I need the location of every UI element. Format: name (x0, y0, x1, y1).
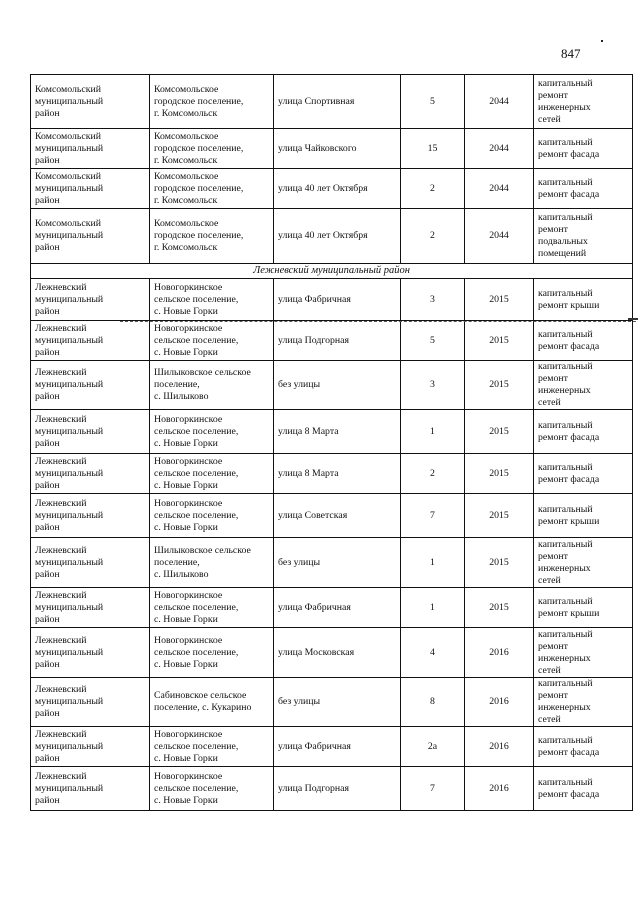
table-row (31, 410, 633, 454)
table-row (31, 75, 633, 129)
year-cell: 2044 (465, 129, 534, 169)
house-number-cell: 8 (401, 678, 465, 727)
work-type-cell: капитальный ремонт фасада (534, 454, 633, 494)
street-cell: без улицы (274, 678, 401, 727)
settlement-cell: Новогоркинское сельское поселение, с. Новые Горки (150, 767, 274, 811)
district-cell: Лежневский муниципальный район (31, 279, 150, 321)
work-type-cell: капитальный ремонт подвальных помещений (534, 209, 633, 264)
work-type-cell: капитальный ремонт инженерных сетей (534, 678, 633, 727)
district-cell: Лежневский муниципальный район (31, 361, 150, 410)
house-number-cell: 3 (401, 279, 465, 321)
work-type-cell: капитальный ремонт крыши (534, 494, 633, 538)
settlement-cell: Сабиновское сельское поселение, с. Кукарино (150, 678, 274, 727)
work-type-cell: капитальный ремонт фасада (534, 169, 633, 209)
street-cell: улица Подгорная (274, 767, 401, 811)
district-cell: Лежневский муниципальный район (31, 727, 150, 767)
house-number-cell: 2 (401, 209, 465, 264)
district-cell: Лежневский муниципальный район (31, 321, 150, 361)
work-type-cell: капитальный ремонт фасада (534, 129, 633, 169)
street-cell: улица Фабричная (274, 279, 401, 321)
work-type-cell: капитальный ремонт фасада (534, 767, 633, 811)
table-row (31, 588, 633, 628)
page-number: 847 (561, 46, 581, 61)
house-number-cell: 3 (401, 361, 465, 410)
year-cell: 2015 (465, 538, 534, 588)
street-cell: улица Подгорная (274, 321, 401, 361)
district-cell: Лежневский муниципальный район (31, 588, 150, 628)
table-row (31, 727, 633, 767)
house-number-cell: 7 (401, 767, 465, 811)
work-type-cell: капитальный ремонт инженерных сетей (534, 361, 633, 410)
work-type-cell: капитальный ремонт крыши (534, 279, 633, 321)
year-cell: 2015 (465, 494, 534, 538)
year-cell: 2044 (465, 75, 534, 129)
settlement-cell: Комсомольское городское поселение, г. Комсомольск (150, 75, 274, 129)
work-type-cell: капитальный ремонт инженерных сетей (534, 75, 633, 129)
work-type-cell: капитальный ремонт фасада (534, 321, 633, 361)
work-type-cell: капитальный ремонт инженерных сетей (534, 538, 633, 588)
district-cell: Комсомольский муниципальный район (31, 169, 150, 209)
table-row (31, 169, 633, 209)
table-row (31, 209, 633, 264)
settlement-cell: Новогоркинское сельское поселение, с. Новые Горки (150, 727, 274, 767)
work-type-cell: капитальный ремонт инженерных сетей (534, 628, 633, 678)
year-cell: 2015 (465, 454, 534, 494)
scan-artifact-line (120, 321, 636, 322)
house-number-cell: 4 (401, 628, 465, 678)
street-cell: улица Советская (274, 494, 401, 538)
district-cell: Лежневский муниципальный район (31, 454, 150, 494)
settlement-cell: Комсомольское городское поселение, г. Комсомольск (150, 129, 274, 169)
register-body (31, 75, 633, 811)
house-number-cell: 15 (401, 129, 465, 169)
table-row (31, 279, 633, 321)
table-row (31, 321, 633, 361)
section-header-row (31, 264, 633, 279)
street-cell: без улицы (274, 538, 401, 588)
house-number-cell: 1 (401, 410, 465, 454)
settlement-cell: Новогоркинское сельское поселение, с. Новые Горки (150, 628, 274, 678)
settlement-cell: Новогоркинское сельское поселение, с. Новые Горки (150, 454, 274, 494)
street-cell: улица Чайковского (274, 129, 401, 169)
house-number-cell: 7 (401, 494, 465, 538)
street-cell: улица Фабричная (274, 588, 401, 628)
year-cell: 2044 (465, 169, 534, 209)
settlement-cell: Новогоркинское сельское поселение, с. Новые Горки (150, 494, 274, 538)
district-cell: Лежневский муниципальный район (31, 494, 150, 538)
year-cell: 2015 (465, 279, 534, 321)
street-cell: улица 8 Марта (274, 454, 401, 494)
street-cell: улица 40 лет Октября (274, 169, 401, 209)
scan-artifact-tick (628, 318, 638, 320)
settlement-cell: Комсомольское городское поселение, г. Комсомольск (150, 209, 274, 264)
settlement-cell: Шилыковское сельское поселение, с. Шилыково (150, 361, 274, 410)
district-cell: Комсомольский муниципальный район (31, 209, 150, 264)
work-type-cell: капитальный ремонт фасада (534, 410, 633, 454)
street-cell: улица Фабричная (274, 727, 401, 767)
table-row (31, 494, 633, 538)
settlement-cell: Комсомольское городское поселение, г. Комсомольск (150, 169, 274, 209)
house-number-cell: 2а (401, 727, 465, 767)
district-cell: Лежневский муниципальный район (31, 538, 150, 588)
year-cell: 2015 (465, 321, 534, 361)
table-row (31, 628, 633, 678)
house-number-cell: 1 (401, 538, 465, 588)
year-cell: 2015 (465, 361, 534, 410)
house-number-cell: 2 (401, 454, 465, 494)
street-cell: улица Московская (274, 628, 401, 678)
scan-artifact-dot (601, 40, 603, 42)
table-row (31, 454, 633, 494)
year-cell: 2016 (465, 628, 534, 678)
table-row (31, 538, 633, 588)
house-number-cell: 5 (401, 75, 465, 129)
year-cell: 2015 (465, 588, 534, 628)
settlement-cell: Новогоркинское сельское поселение, с. Новые Горки (150, 410, 274, 454)
district-cell: Лежневский муниципальный район (31, 678, 150, 727)
work-type-cell: капитальный ремонт фасада (534, 727, 633, 767)
district-cell: Комсомольский муниципальный район (31, 129, 150, 169)
house-number-cell: 5 (401, 321, 465, 361)
house-number-cell: 1 (401, 588, 465, 628)
district-cell: Лежневский муниципальный район (31, 628, 150, 678)
table-row (31, 129, 633, 169)
street-cell: улица 8 Марта (274, 410, 401, 454)
year-cell: 2016 (465, 767, 534, 811)
district-cell: Комсомольский муниципальный район (31, 75, 150, 129)
year-cell: 2015 (465, 410, 534, 454)
table-row (31, 678, 633, 727)
street-cell: улица Спортивная (274, 75, 401, 129)
settlement-cell: Шилыковское сельское поселение, с. Шилыково (150, 538, 274, 588)
settlement-cell: Новогоркинское сельское поселение, с. Новые Горки (150, 588, 274, 628)
section-title: Лежневский муниципальный район (31, 264, 633, 279)
year-cell: 2044 (465, 209, 534, 264)
table-row (31, 361, 633, 410)
street-cell: улица 40 лет Октября (274, 209, 401, 264)
district-cell: Лежневский муниципальный район (31, 767, 150, 811)
repair-register-table (30, 74, 633, 811)
year-cell: 2016 (465, 727, 534, 767)
settlement-cell: Новогоркинское сельское поселение, с. Новые Горки (150, 321, 274, 361)
house-number-cell: 2 (401, 169, 465, 209)
work-type-cell: капитальный ремонт крыши (534, 588, 633, 628)
street-cell: без улицы (274, 361, 401, 410)
settlement-cell: Новогоркинское сельское поселение, с. Новые Горки (150, 279, 274, 321)
year-cell: 2016 (465, 678, 534, 727)
district-cell: Лежневский муниципальный район (31, 410, 150, 454)
table-row (31, 767, 633, 811)
